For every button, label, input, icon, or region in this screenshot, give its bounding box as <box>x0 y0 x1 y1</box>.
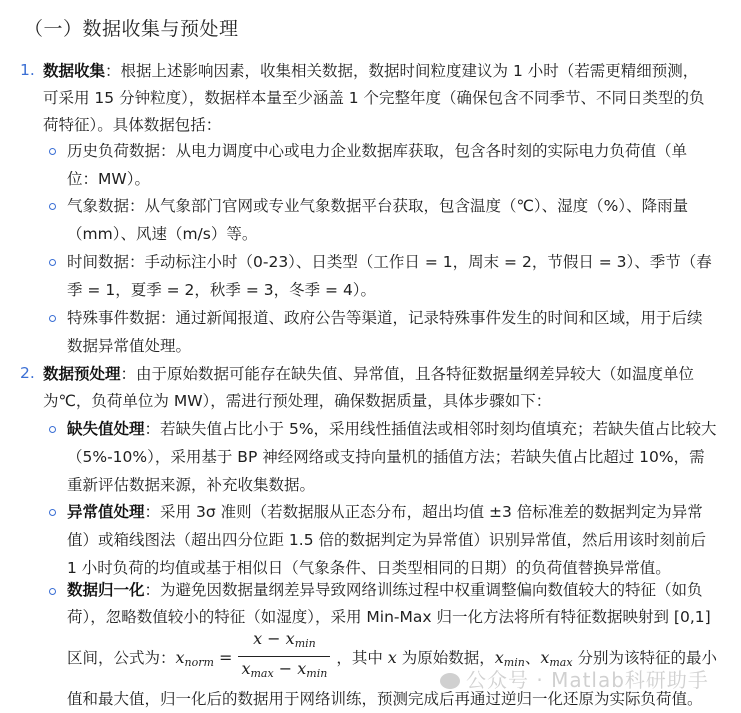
sub-item-paragraph: 数据归一化：为避免因数据量纲差异导致网络训练过程中权重调整偏向数值较大的特征（如负荷），忽略数值较小的特征（如湿度），采用 Min-Max 归一化方法将所有特征数据映射到 [0,1] 区间，公式为：$x_{norm}$ = $\frac{x - x_{min}}{x_{max} - x_{min}}$ ，其中 x 为原始数据，$x_{min}$、$x_{max}$ 分别为该特征的最小值和最大值，归一化后的数据用于网络训练，预测完成后再通过逆归一化还原为实际负荷值。 <box>67 581 718 708</box>
normalization-formula: $x_{norm}$ = $\frac{x - x_{min}}{x_{max} - x_{min}}$ <box>176 648 337 667</box>
sub-item-text: 特殊事件数据：通过新闻报道、政府公告等渠道，记录特殊事件发生的时间和区域，用于后续数据异常值处理。 <box>67 309 703 355</box>
sub-item-text: 时间数据：手动标注小时（0-23）、日类型（工作日 = 1，周末 = 2，节假日 = 3）、季节（春季 = 1，夏季 = 2，秋季 = 3，冬季 = 4）。 <box>67 253 712 299</box>
sub-item-title: 缺失值处理 <box>67 420 145 438</box>
item-text: 由于原始数据可能存在缺失值、异常值，且各特征数据量纲差异较大（如温度单位为℃，负荷单位为 MW），需进行预处理，确保数据质量，具体步骤如下： <box>43 365 695 410</box>
item-title: 数据预处理 <box>43 365 121 383</box>
section-title: （一）数据收集与预处理 <box>24 18 239 40</box>
list-number: 2. <box>20 364 35 382</box>
bullet-circle-icon <box>49 588 56 595</box>
sub-item-paragraph: 异常值处理：采用 3σ 准则（若数据服从正态分布，超出均值 ±3 倍标准差的数据判定为异常值）或箱线图法（超出四分位距 1.5 倍的数据判定为异常值）识别异常值，然后用该时刻前后 1 小时负荷的均值或基于相似日（气象条件、日类型相同的日期）的负荷值替换异常值。 <box>67 503 707 577</box>
bullet-circle-icon <box>49 315 56 322</box>
item-paragraph: 数据预处理：由于原始数据可能存在缺失值、异常值，且各特征数据量纲差异较大（如温度单位为℃，负荷单位为 MW），需进行预处理，确保数据质量，具体步骤如下： <box>43 365 695 410</box>
watermark: 公众号 · Matlab科研助手 <box>440 664 709 693</box>
var-x: x <box>387 648 397 667</box>
item-text: 根据上述影响因素，收集相关数据，数据时间粒度建议为 1 小时（若需更精细预测，可采用 15 分钟粒度），数据样本量至少涵盖 1 个完整年度（确保包含不同季节、不同日类型的负荷特征）。具体数据包括： <box>43 62 705 134</box>
sub-item-text: 气象数据：从气象部门官网或专业气象数据平台获取，包含温度（℃）、湿度（%）、降雨量（mm）、风速（m/s）等。 <box>67 197 689 243</box>
sub-item-title: 异常值处理 <box>67 503 145 521</box>
sub-item-title: 数据归一化 <box>67 581 145 599</box>
bullet-circle-icon <box>49 259 56 266</box>
var-xmin: $x_{min}$ <box>494 648 525 669</box>
sub-item-text: 若缺失值占比小于 5%，采用线性插值法或相邻时刻均值填充；若缺失值占比较大（5%-10%），采用基于 BP 神经网络或支持向量机的插值方法；若缺失值占比超过 10%，需重新评估数据来源，补充收集数据。 <box>67 420 717 494</box>
sub-item-text: 采用 3σ 准则（若数据服从正态分布，超出均值 ±3 倍标准差的数据判定为异常值）或箱线图法（超出四分位距 1.5 倍的数据判定为异常值）识别异常值，然后用该时刻前后 1 小时负荷的均值或基于相似日（气象条件、日类型相同的日期）的负荷值替换异常值。 <box>67 503 707 577</box>
item-title: 数据收集 <box>43 62 106 80</box>
item-paragraph: 数据收集：根据上述影响因素，收集相关数据，数据时间粒度建议为 1 小时（若需更精细预测，可采用 15 分钟粒度），数据样本量至少涵盖 1 个完整年度（确保包含不同季节、不同日类型的负荷特征）。具体数据包括： <box>43 62 705 134</box>
var-xmax: $x_{max}$ <box>540 648 573 669</box>
sub-item-text: 历史负荷数据：从电力调度中心或电力企业数据库获取，包含各时刻的实际电力负荷值（单位：MW）。 <box>67 142 688 188</box>
sub-item-paragraph: 缺失值处理：若缺失值占比小于 5%，采用线性插值法或相邻时刻均值填充；若缺失值占比较大（5%-10%），采用基于 BP 神经网络或支持向量机的插值方法；若缺失值占比超过 10%，需重新评估数据来源，补充收集数据。 <box>67 420 717 494</box>
list-number: 1. <box>20 61 35 79</box>
bullet-circle-icon <box>49 509 56 516</box>
sub-item-text: 为避免因数据量纲差异导致网络训练过程中权重调整偏向数值较大的特征（如负荷），忽略数值较小的特征（如湿度），采用 Min-Max 归一化方法将所有特征数据映射到 [0,1] 区间，公式为： <box>67 581 711 667</box>
bullet-circle-icon <box>49 203 56 210</box>
bullet-circle-icon <box>49 426 56 433</box>
formula-fraction: $\frac{x - x_{min}}{x_{max} - x_{min}}$ <box>238 629 330 684</box>
bullet-circle-icon <box>49 148 56 155</box>
